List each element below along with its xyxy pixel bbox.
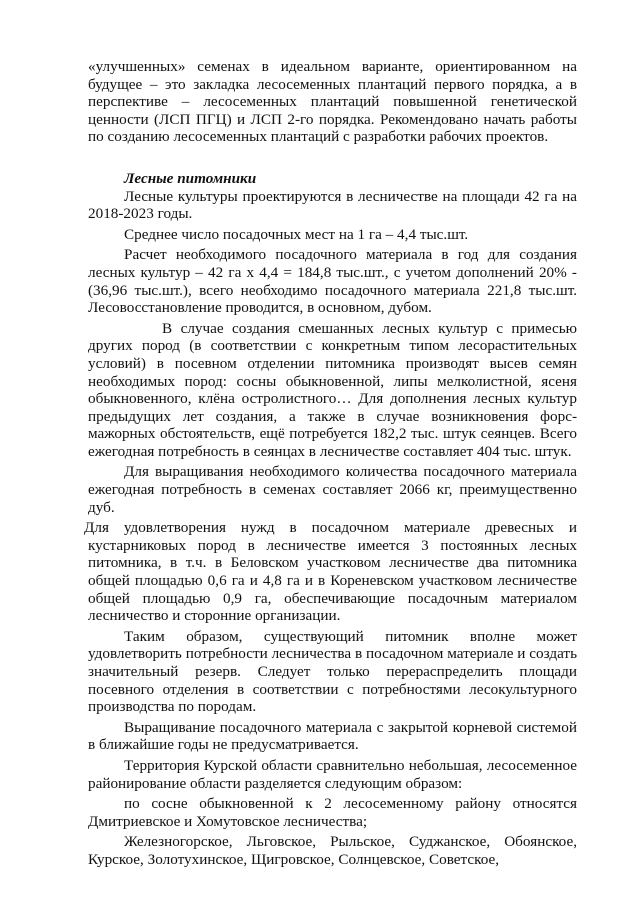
- paragraph-planting-density: Среднее число посадочных мест на 1 га – 4,4 тыс.шт.: [124, 225, 469, 243]
- paragraph-seed-plantations: «улучшенных» семенах в идеальном варианте, ориентированном на будущее – это закладка лесосеменных плантаций первого порядка, а в перспективе – лесосеменных плантаций повышенной генетической ценности (ЛСП ПГЦ) и ЛСП 2-го порядка. Рекомендовано начать работы по созданию лесосеменных плантаций с разработки рабочих проектов.: [88, 58, 577, 146]
- section-heading-forest-nurseries: Лесные питомники: [124, 169, 257, 187]
- paragraph-seed-demand: Для выращивания необходимого количества посадочного материала ежегодная потребность в семенах составляет 2066 кг, преимущественно дуб.: [88, 463, 577, 516]
- paragraph-nurseries-available: Для удовлетворения нужд в посадочном материале древесных и кустарниковых пород в лесничестве имеется 3 постоянных лесных питомника, в т.ч. в Беловском участковом лесничестве два питомника общей площадью 0,6 га и 4,8 га и в Кореневском участковом лесничестве общей площадью 0,9 га, обеспечивающие посадочным материалом лесничество и сторонние организации.: [84, 519, 577, 625]
- paragraph-planting-material-calc: Расчет необходимого посадочного материала в год для создания лесных культур – 42 га х 4,4 = 184,8 тыс.шт., с учетом дополнений 20% - (36,96 тыс.шт.), всего необходимо посадочного материала 221,8 тыс.шт. Лесовосстановление проводится, в основном, дубом.: [88, 246, 577, 317]
- paragraph-pine-zone-2: по сосне обыкновенной к 2 лесосеменному району относятся Дмитриевское и Хомутовское лесничества;: [88, 795, 577, 830]
- paragraph-reserve: Таким образом, существующий питомник вполне может удовлетворить потребности лесничества в посадочном материале и создать значительный резерв. Следует только перераспределить площади посевного отделения в соответствии с потребностями лесокультурного производства по породам.: [88, 627, 577, 716]
- paragraph-closed-root-system: Выращивание посадочного материала с закрытой корневой системой в ближайшие годы не предусматривается.: [88, 718, 577, 754]
- paragraph-mixed-cultures: В случае создания смешанных лесных культур с примесью других пород (в соответствии с конкретным типом лесорастительных условий) в посевном отделении питомника производят высев семян необходимых пород: сосны обыкновенной, липы мелколистной, ясеня обыкновенного, клёна остролистного… Для дополнения лесных культур предыдущих лет создания, а также в случае возникновения форс-мажорных обстоятельств, ещё потребуется 182,2 тыс. штук сеянцев. Всего ежегодная потребность в сеянцах в лесничестве составляет 404 тыс. штук.: [88, 319, 577, 460]
- paragraph-forest-cultures-area: Лесные культуры проектируются в лесничестве на площади 42 га на 2018-2023 годы.: [88, 187, 577, 223]
- paragraph-forestries-list: Железногорское, Льговское, Рыльское, Суджанское, Обоянское, Курское, Золотухинское, Щигровское, Солнцевское, Советское,: [88, 833, 577, 868]
- document-page: [84, 58, 577, 869]
- paragraph-seed-zoning: Территория Курской области сравнительно небольшая, лесосеменное районирование области разделяется следующим образом:: [88, 756, 577, 792]
